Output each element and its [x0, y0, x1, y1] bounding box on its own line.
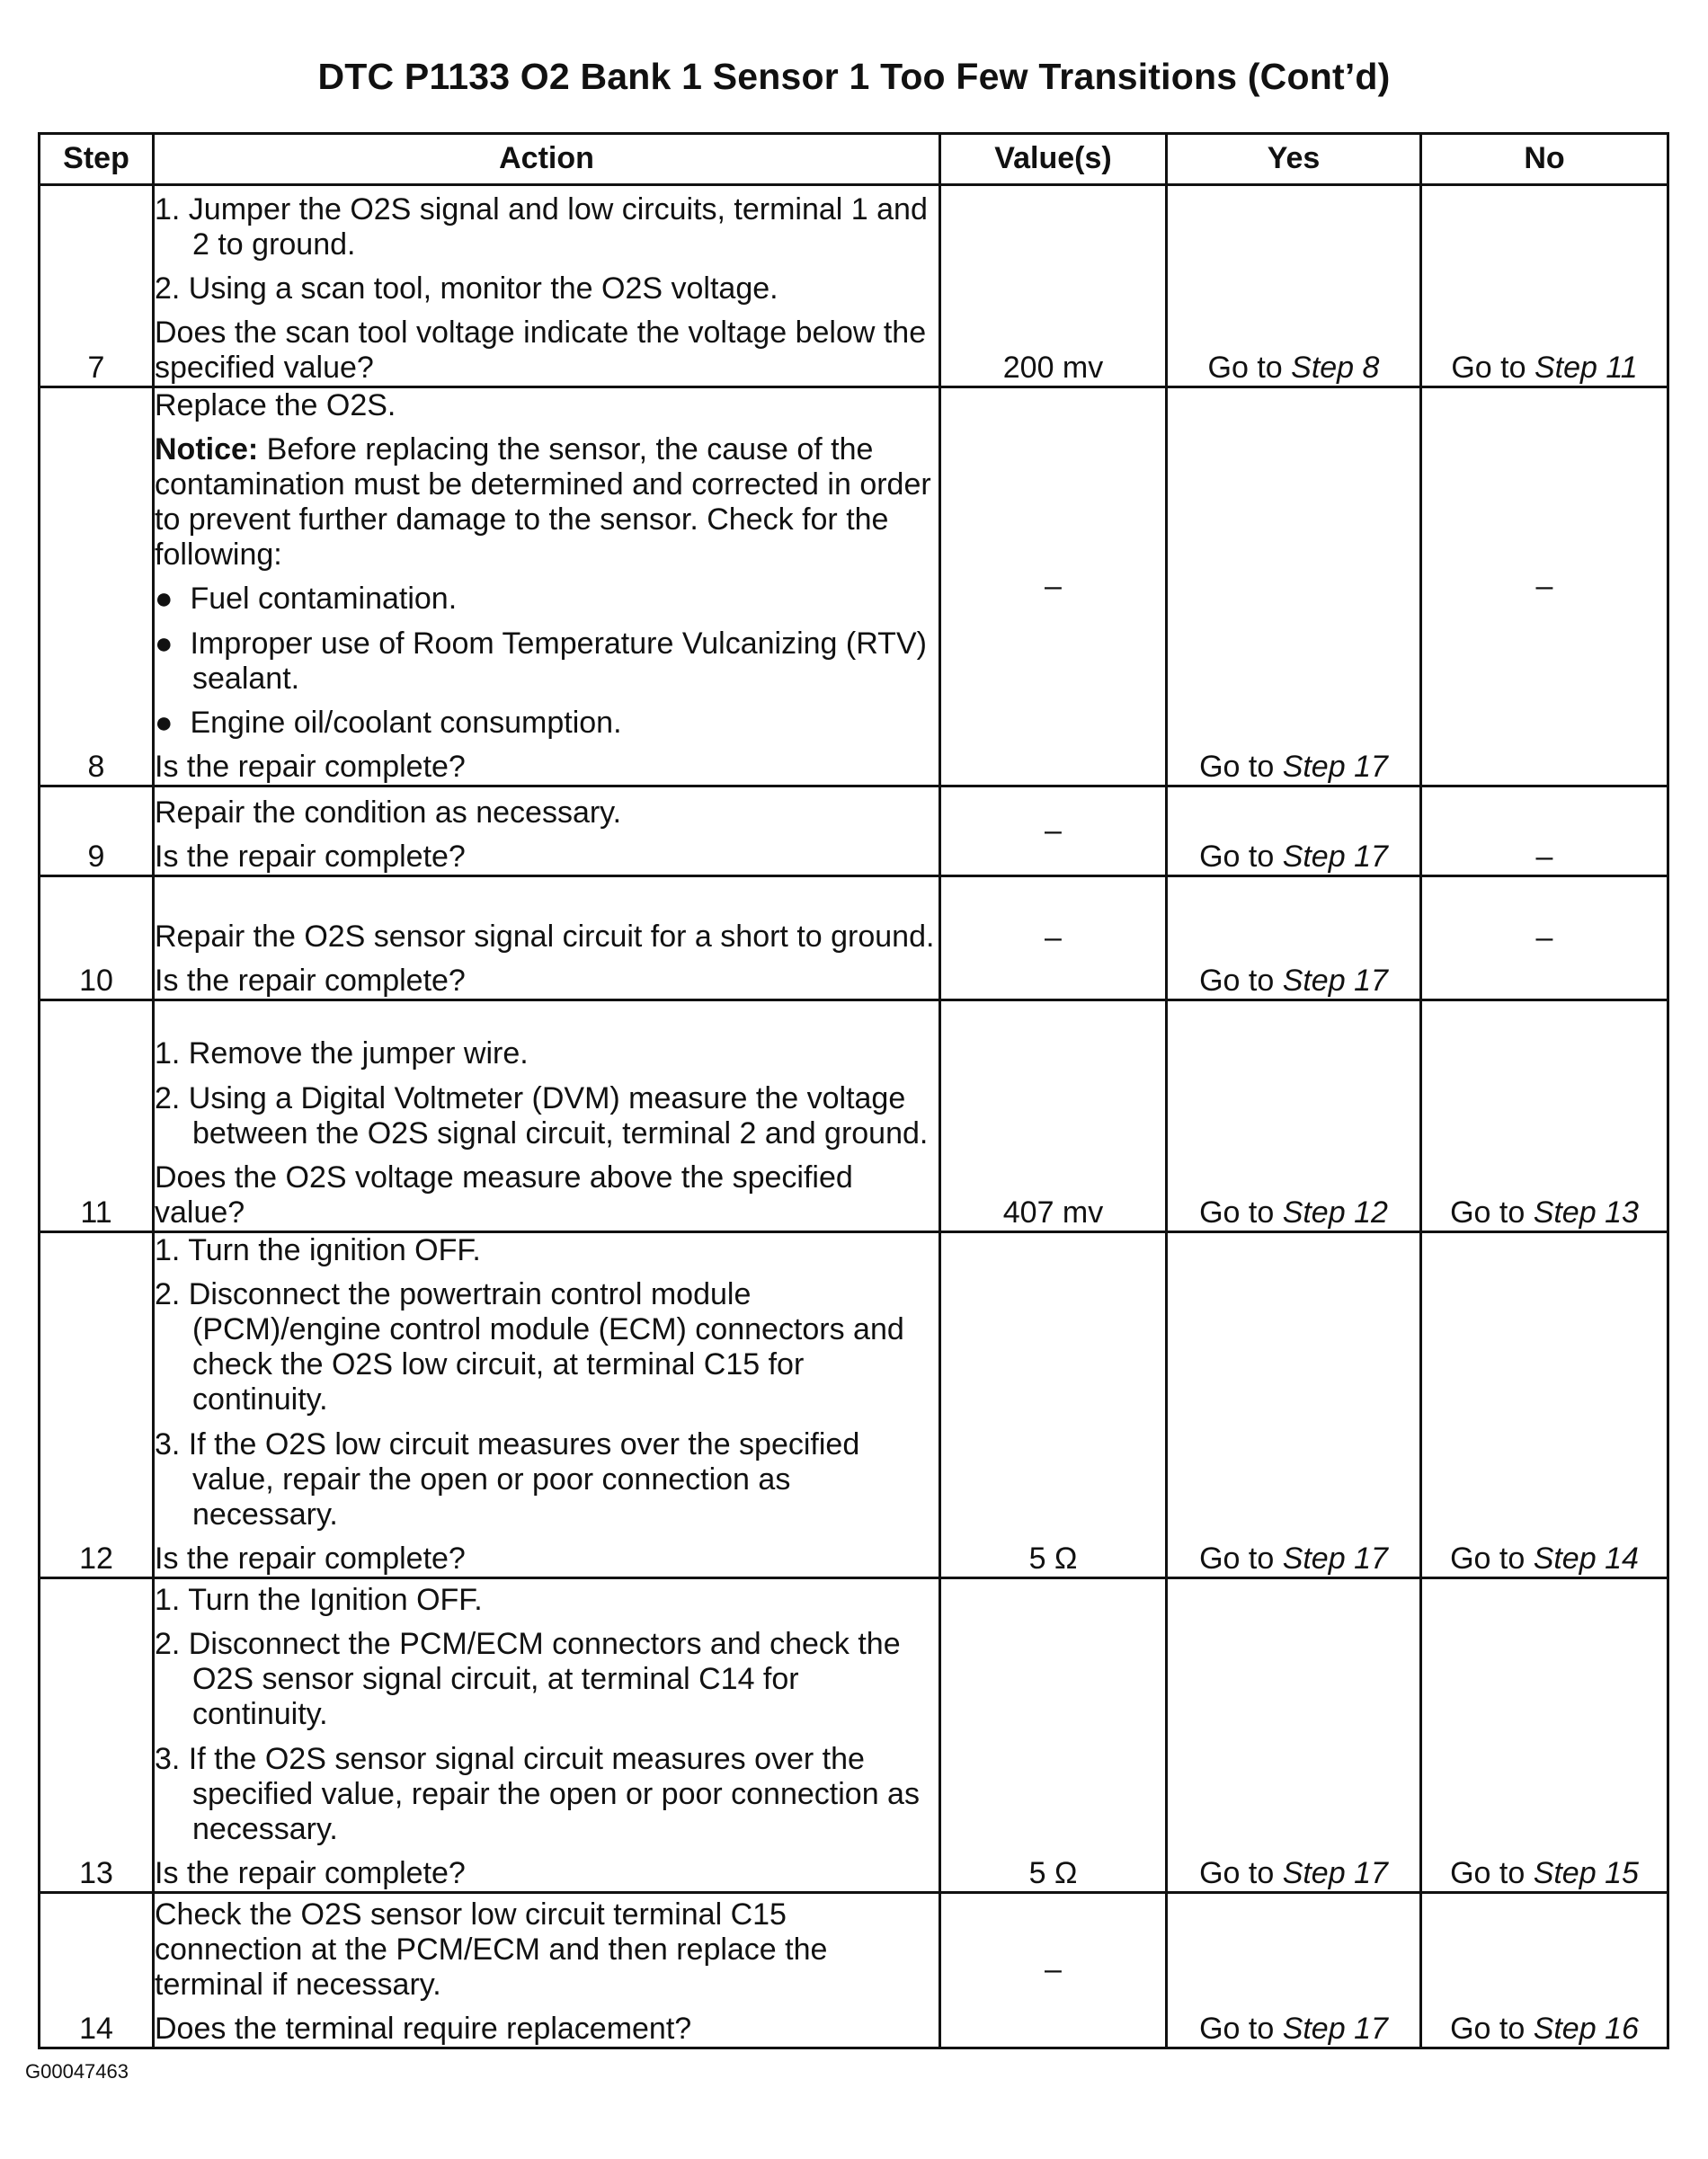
step-number: 7 [40, 185, 154, 387]
step-number: 9 [40, 786, 154, 875]
action-cell [154, 1000, 940, 1231]
yes-cell [1167, 1000, 1421, 1231]
notice-label: Notice: [155, 432, 259, 467]
yes-step-link[interactable]: Step 17 [1282, 749, 1388, 784]
yes-cell [1167, 1892, 1421, 2048]
column-header-step: Step [40, 134, 154, 185]
goto-prefix: Go to [1450, 1855, 1534, 1890]
value-cell: – [940, 387, 1167, 786]
goto-prefix: Go to [1199, 1541, 1283, 1576]
no-step-link[interactable]: Step 16 [1533, 2011, 1639, 2046]
action-line: Replace the O2S. [155, 388, 396, 422]
no-step-link[interactable]: Step 15 [1533, 1855, 1639, 1890]
bullet-item [155, 582, 939, 617]
yes-cell [1167, 185, 1421, 387]
action-cell [154, 1892, 940, 2048]
action-cell [154, 1231, 940, 1577]
yes-cell [1167, 387, 1421, 786]
table-row-step-10 [40, 875, 1668, 1000]
value-cell: – [940, 875, 1167, 1000]
column-header-no: No [1421, 134, 1668, 185]
no-cell [1421, 185, 1668, 387]
bullet-text: Improper use of Room Temperature Vulcanizing (RTV) sealant. [190, 626, 927, 696]
no-cell [1421, 1000, 1668, 1231]
value-cell: 5 Ω [940, 1577, 1167, 1892]
value-cell: – [940, 1892, 1167, 2048]
action-question: Is the repair complete? [155, 1541, 466, 1576]
action-cell [154, 1577, 940, 1892]
action-line: 1. Turn the Ignition OFF. [155, 1583, 483, 1618]
table-row-step-12 [40, 1231, 1668, 1577]
no-cell: – [1421, 875, 1668, 1000]
notice-text: Before replacing the sensor, the cause of the contamination must be determined and corrected in order to prevent further damage to the sensor. Check for the following: [155, 432, 931, 573]
yes-step-link[interactable]: Step 17 [1282, 1541, 1388, 1576]
no-step-link[interactable]: Step 13 [1533, 1195, 1639, 1230]
action-line: Check the O2S sensor low circuit terminal C15 connection at the PCM/ECM and then replace the terminal if necessary. [155, 1897, 828, 2002]
action-line: 2. Disconnect the powertrain control module (PCM)/engine control module (ECM) connectors and check the O2S low circuit, at terminal C15 for continuity. [155, 1277, 904, 1417]
step-number: 14 [40, 1892, 154, 2048]
goto-prefix: Go to [1451, 350, 1535, 385]
action-question: Is the repair complete? [155, 1855, 466, 1890]
goto-prefix: Go to [1450, 1541, 1534, 1576]
notice-paragraph [155, 432, 939, 573]
step-number: 10 [40, 875, 154, 1000]
action-line: 2. Disconnect the PCM/ECM connectors and check the O2S sensor signal circuit, at terminal C14 for continuity. [155, 1627, 901, 1732]
value-cell: 5 Ω [940, 1231, 1167, 1577]
table-row-step-9 [40, 786, 1668, 875]
value-cell: 407 mv [940, 1000, 1167, 1231]
page-title: DTC P1133 O2 Bank 1 Sensor 1 Too Few Transitions (Cont’d) [317, 56, 1391, 97]
action-cell [154, 875, 940, 1000]
yes-step-link[interactable]: Step 12 [1282, 1195, 1388, 1230]
yes-step-link[interactable]: Step 17 [1282, 2011, 1388, 2046]
action-cell [154, 786, 940, 875]
table-row-step-11 [40, 1000, 1668, 1231]
bullet-icon: ● [155, 582, 191, 617]
no-step-link[interactable]: Step 11 [1534, 350, 1638, 385]
bullet-icon: ● [155, 705, 191, 740]
yes-cell [1167, 1577, 1421, 1892]
column-header-yes: Yes [1167, 134, 1421, 185]
action-line: Repair the condition as necessary. [155, 795, 622, 830]
bullet-text: Fuel contamination. [190, 582, 458, 617]
step-number: 13 [40, 1577, 154, 1892]
action-line: 3. If the O2S low circuit measures over the specified value, repair the open or poor connection as necessary. [155, 1426, 860, 1532]
action-line: 1. Remove the jumper wire. [155, 1036, 529, 1071]
column-header-action: Action [154, 134, 940, 185]
action-question: Does the terminal require replacement? [155, 2011, 692, 2046]
no-cell: – [1421, 786, 1668, 875]
yes-step-link[interactable]: Step 8 [1291, 350, 1380, 385]
action-line: 1. Turn the ignition OFF. [155, 1233, 481, 1268]
column-header-values: Value(s) [940, 134, 1167, 185]
table-row-step-8 [40, 387, 1668, 786]
no-cell [1421, 1892, 1668, 2048]
value-cell: – [940, 786, 1167, 875]
header-row [40, 134, 1668, 185]
action-question: Is the repair complete? [155, 749, 466, 784]
no-cell [1421, 1231, 1668, 1577]
action-cell [154, 387, 940, 786]
goto-prefix: Go to [1199, 749, 1283, 784]
table-row-step-7 [40, 185, 1668, 387]
action-line: 2. Using a scan tool, monitor the O2S voltage. [155, 271, 778, 306]
goto-prefix: Go to [1199, 963, 1283, 998]
action-question: Is the repair complete? [155, 963, 466, 998]
bullet-text: Engine oil/coolant consumption. [190, 705, 622, 740]
yes-cell [1167, 1231, 1421, 1577]
action-line: 2. Using a Digital Voltmeter (DVM) measure the voltage between the O2S signal circuit, terminal 2 and ground. [155, 1080, 929, 1151]
goto-prefix: Go to [1199, 1195, 1283, 1230]
step-number: 12 [40, 1231, 154, 1577]
yes-step-link[interactable]: Step 17 [1282, 1855, 1388, 1890]
goto-prefix: Go to [1207, 350, 1292, 385]
goto-prefix: Go to [1199, 1855, 1283, 1890]
diagnostic-table [38, 132, 1669, 2049]
step-number: 8 [40, 387, 154, 786]
figure-code: G00047463 [25, 2060, 129, 2083]
action-line: 1. Jumper the O2S signal and low circuits, terminal 1 and 2 to ground. [155, 191, 928, 262]
bullet-item [155, 626, 939, 697]
no-step-link[interactable]: Step 14 [1533, 1541, 1639, 1576]
step-number: 11 [40, 1000, 154, 1231]
goto-prefix: Go to [1450, 2011, 1534, 2046]
table-row-step-14 [40, 1892, 1668, 2048]
action-cell [154, 185, 940, 387]
action-question: Is the repair complete? [155, 839, 466, 874]
no-cell: – [1421, 387, 1668, 786]
yes-step-link[interactable]: Step 17 [1282, 963, 1388, 998]
value-cell: 200 mv [940, 185, 1167, 387]
goto-prefix: Go to [1199, 2011, 1283, 2046]
action-line: 3. If the O2S sensor signal circuit measures over the specified value, repair the open or poor connection as necessary. [155, 1741, 920, 1846]
no-cell [1421, 1577, 1668, 1892]
yes-cell [1167, 786, 1421, 875]
table-row-step-13 [40, 1577, 1668, 1892]
action-question: Does the scan tool voltage indicate the voltage below the specified value? [155, 315, 927, 385]
goto-prefix: Go to [1199, 839, 1283, 874]
bullet-item [155, 706, 939, 741]
yes-step-link[interactable]: Step 17 [1282, 839, 1388, 874]
goto-prefix: Go to [1450, 1195, 1534, 1230]
yes-cell [1167, 875, 1421, 1000]
action-question: Does the O2S voltage measure above the specified value? [155, 1159, 853, 1230]
bullet-icon: ● [155, 626, 191, 661]
action-line: Repair the O2S sensor signal circuit for a short to ground. [155, 919, 935, 954]
